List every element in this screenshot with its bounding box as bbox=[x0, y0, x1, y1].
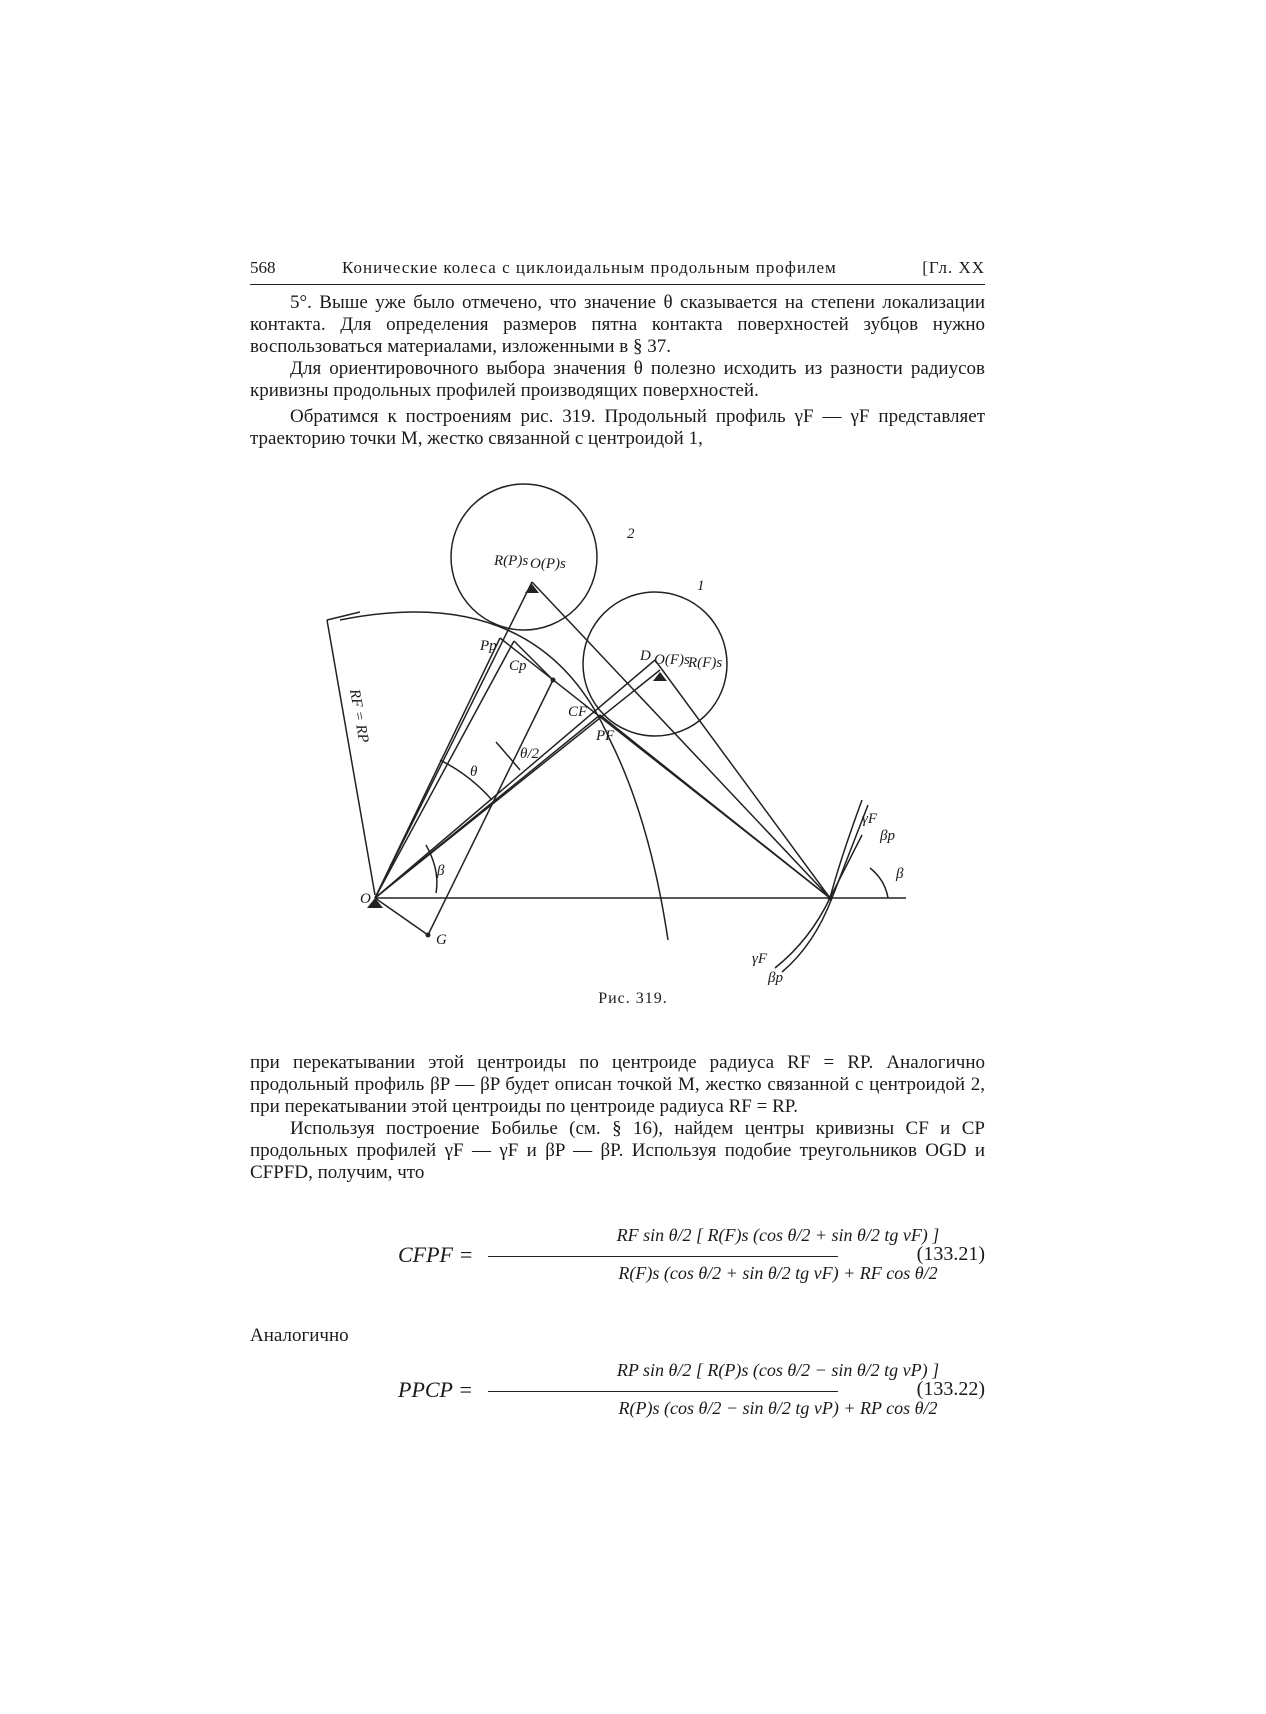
formula-numerator: RF sin θ/2 [ R(F)s (cos θ/2 + sin θ/2 tg νF) ] bbox=[616, 1225, 940, 1245]
formula-denominator: R(P)s (cos θ/2 − sin θ/2 tg νP) + RP cos θ/2 bbox=[618, 1398, 938, 1418]
connective-word: Аналогично bbox=[250, 1325, 349, 1346]
fraction-bar bbox=[488, 1256, 838, 1257]
radius-line bbox=[327, 620, 375, 895]
centroid-arc bbox=[340, 612, 668, 940]
label-gamma-f-bottom: γF bbox=[752, 951, 768, 967]
label-theta: θ bbox=[470, 764, 478, 780]
paragraph: Используя построение Бобилье (см. § 16), найдем центры кривизны CF и CP продольных профилей γF — γF и βP — βP. Используя подобие треугольников OGD и CFPFD, получим, что bbox=[250, 1118, 985, 1183]
label-cf: CF bbox=[568, 704, 588, 720]
label-beta-p-top: βp bbox=[880, 828, 895, 844]
label-circle-2: 2 bbox=[627, 526, 635, 542]
label-rs-p: R(P)s bbox=[494, 553, 529, 569]
label-os-f: O(F)s bbox=[654, 652, 690, 668]
equation-number: (133.21) bbox=[916, 1243, 985, 1265]
formula-denominator: R(F)s (cos θ/2 + sin θ/2 tg νF) + RF cos θ/2 bbox=[618, 1263, 938, 1283]
label-pp: Pp bbox=[480, 638, 497, 654]
label-os-p: O(P)s bbox=[530, 556, 566, 572]
formula-133-21 bbox=[250, 1215, 985, 1305]
label-beta-p-bottom: βp bbox=[768, 970, 783, 986]
page-number: 568 bbox=[250, 258, 276, 277]
running-title: Конические колеса с циклоидальным продольным профилем bbox=[342, 258, 837, 277]
pivot-p-icon bbox=[525, 584, 539, 593]
paragraph: Обратимся к построениям рис. 319. Продольный профиль γF — γF представляет траекторию точки M, жестко связанной с центроидой 1, bbox=[250, 406, 985, 449]
fraction-bar bbox=[488, 1391, 838, 1392]
label-gamma-f-top: γF bbox=[862, 811, 878, 827]
paragraph: 5°. Выше уже было отмечено, что значение θ сказывается на степени локализации контакта. Для определения размеров пятна контакта поверхностей зубцов нужно воспользоваться материалами, изложенными в § 37. bbox=[250, 292, 985, 357]
formula-numerator: RP sin θ/2 [ R(P)s (cos θ/2 − sin θ/2 tg νP) ] bbox=[616, 1360, 940, 1380]
figure-caption: Рис. 319. bbox=[598, 990, 668, 1007]
text-block-bottom bbox=[250, 1052, 985, 1184]
label-o: O bbox=[360, 891, 371, 907]
label-g: G bbox=[436, 932, 447, 948]
label-pf: PF bbox=[596, 728, 615, 744]
formula-lhs: PPCP = bbox=[398, 1377, 473, 1402]
formula-lhs: CFPF = bbox=[398, 1242, 474, 1267]
equation-number: (133.22) bbox=[916, 1378, 985, 1400]
label-beta: β bbox=[437, 863, 445, 879]
label-rs-f: R(F)s bbox=[688, 655, 723, 671]
label-radius: RF = RP bbox=[346, 687, 372, 745]
formula-133-22 bbox=[250, 1350, 985, 1440]
label-cp: Cp bbox=[509, 658, 527, 674]
paragraph: Для ориентировочного выбора значения θ полезно исходить из разности радиусов кривизны продольных профилей производящих поверхностей. bbox=[250, 358, 985, 401]
label-beta-right: β bbox=[896, 866, 904, 882]
chapter-label: [Гл. XX bbox=[922, 258, 985, 277]
paragraph: при перекатывании этой центроиды по центроиде радиуса RF = RP. Аналогично продольный профиль βP — βP будет описан точкой M, жестко связанной с центроидой 2, при перекатывании этой центроиды по центроиде радиуса RF = RP. bbox=[250, 1052, 985, 1117]
label-circle-1: 1 bbox=[697, 578, 705, 594]
label-half-theta: θ/2 bbox=[520, 746, 540, 762]
label-d: D bbox=[640, 648, 651, 664]
